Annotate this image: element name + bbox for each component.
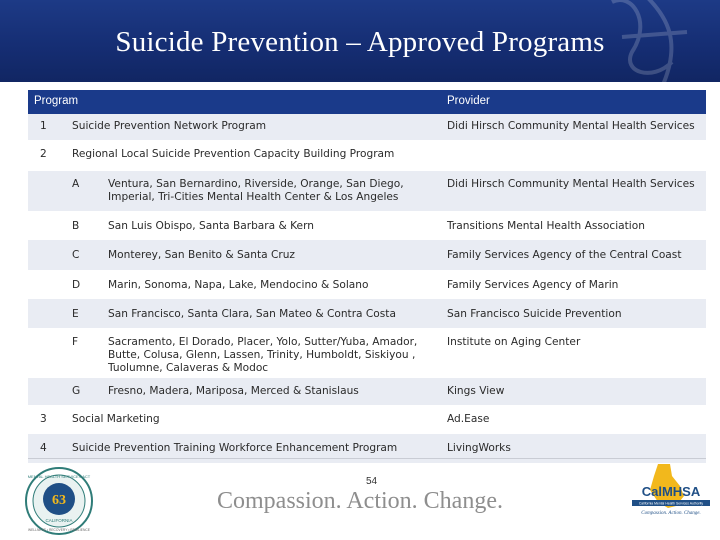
program-name: Social Marketing <box>72 413 160 425</box>
table-row <box>28 171 706 211</box>
region-letter: E <box>72 308 79 320</box>
table-row <box>28 270 706 299</box>
calmhsa-subtitle: California Mental Health Services Authority <box>638 501 704 506</box>
program-name: Suicide Prevention Training Workforce Enhancement Program <box>72 442 398 454</box>
table-row <box>28 240 706 270</box>
program-name: Regional Local Suicide Prevention Capacity Building Program <box>72 148 395 160</box>
calmhsa-logo <box>628 462 714 532</box>
table-row <box>28 405 706 434</box>
page-title: Suicide Prevention – Approved Programs <box>115 26 605 58</box>
row-number: 3 <box>40 413 47 425</box>
column-header-program: Program <box>34 95 79 107</box>
table-row <box>28 328 706 378</box>
table-row <box>28 211 706 240</box>
region-letter: B <box>72 220 80 232</box>
row-number: 4 <box>40 442 47 454</box>
provider-name: Ad.Ease <box>447 413 490 425</box>
provider-name: LivingWorks <box>447 442 511 454</box>
seal-top-text: MENTAL HEALTH SERVICES ACT <box>27 474 91 479</box>
region-counties: Ventura, San Bernardino, Riverside, Orange, San Diego, Imperial, Tri-Cities Mental Health Center & Los Angeles <box>108 178 404 203</box>
region-counties: Sacramento, El Dorado, Placer, Yolo, Sutter/Yuba, Amador, Butte, Colusa, Glenn, Lassen, Trinity, Humboldt, Siskiyou , Tuolumne, Calaveras & Modoc <box>108 336 418 374</box>
provider-name: San Francisco Suicide Prevention <box>447 308 622 320</box>
region-letter: F <box>72 336 79 348</box>
seal-number: 63 <box>52 493 66 508</box>
provider-name: Institute on Aging Center <box>447 336 581 348</box>
region-counties: San Luis Obispo, Santa Barbara & Kern <box>108 220 314 232</box>
provider-name: Didi Hirsch Community Mental Health Services <box>447 178 695 190</box>
row-number: 2 <box>40 148 47 160</box>
table-row <box>28 140 706 171</box>
seal-state: CALIFORNIA <box>45 518 73 523</box>
programs-table <box>28 90 706 463</box>
slide-header <box>0 0 720 82</box>
footer-tagline: Compassion. Action. Change. <box>217 488 503 514</box>
provider-name: Kings View <box>447 385 505 397</box>
program-name: Suicide Prevention Network Program <box>72 120 267 132</box>
footer-divider <box>28 458 706 459</box>
region-counties: San Francisco, Santa Clara, San Mateo & Contra Costa <box>108 308 396 320</box>
table-header <box>28 90 706 114</box>
table-row <box>28 299 706 328</box>
region-counties: Monterey, San Benito & Santa Cruz <box>108 249 295 261</box>
region-letter: D <box>72 279 81 291</box>
calmhsa-wordmark: CalMHSA <box>641 484 701 499</box>
region-letter: G <box>72 385 81 397</box>
row-number: 1 <box>40 120 47 132</box>
provider-name: Didi Hirsch Community Mental Health Services <box>447 120 695 132</box>
page-number: 54 <box>366 476 378 487</box>
region-counties: Fresno, Madera, Mariposa, Merced & Stanislaus <box>108 385 359 397</box>
column-header-provider: Provider <box>447 95 490 107</box>
provider-name: Transitions Mental Health Association <box>447 220 645 232</box>
region-letter: A <box>72 178 80 190</box>
table-row <box>28 378 706 405</box>
region-counties: Marin, Sonoma, Napa, Lake, Mendocino & Solano <box>108 279 369 291</box>
mhsa-seal-logo <box>24 466 94 536</box>
calmhsa-tagline: Compassion. Action. Change. <box>641 511 701 516</box>
table-row <box>28 114 706 140</box>
region-letter: C <box>72 249 80 261</box>
seal-bottom-text: WELLNESS • RECOVERY • RESILIENCE <box>28 528 90 532</box>
provider-name: Family Services Agency of Marin <box>447 279 619 291</box>
provider-name: Family Services Agency of the Central Coast <box>447 249 682 261</box>
